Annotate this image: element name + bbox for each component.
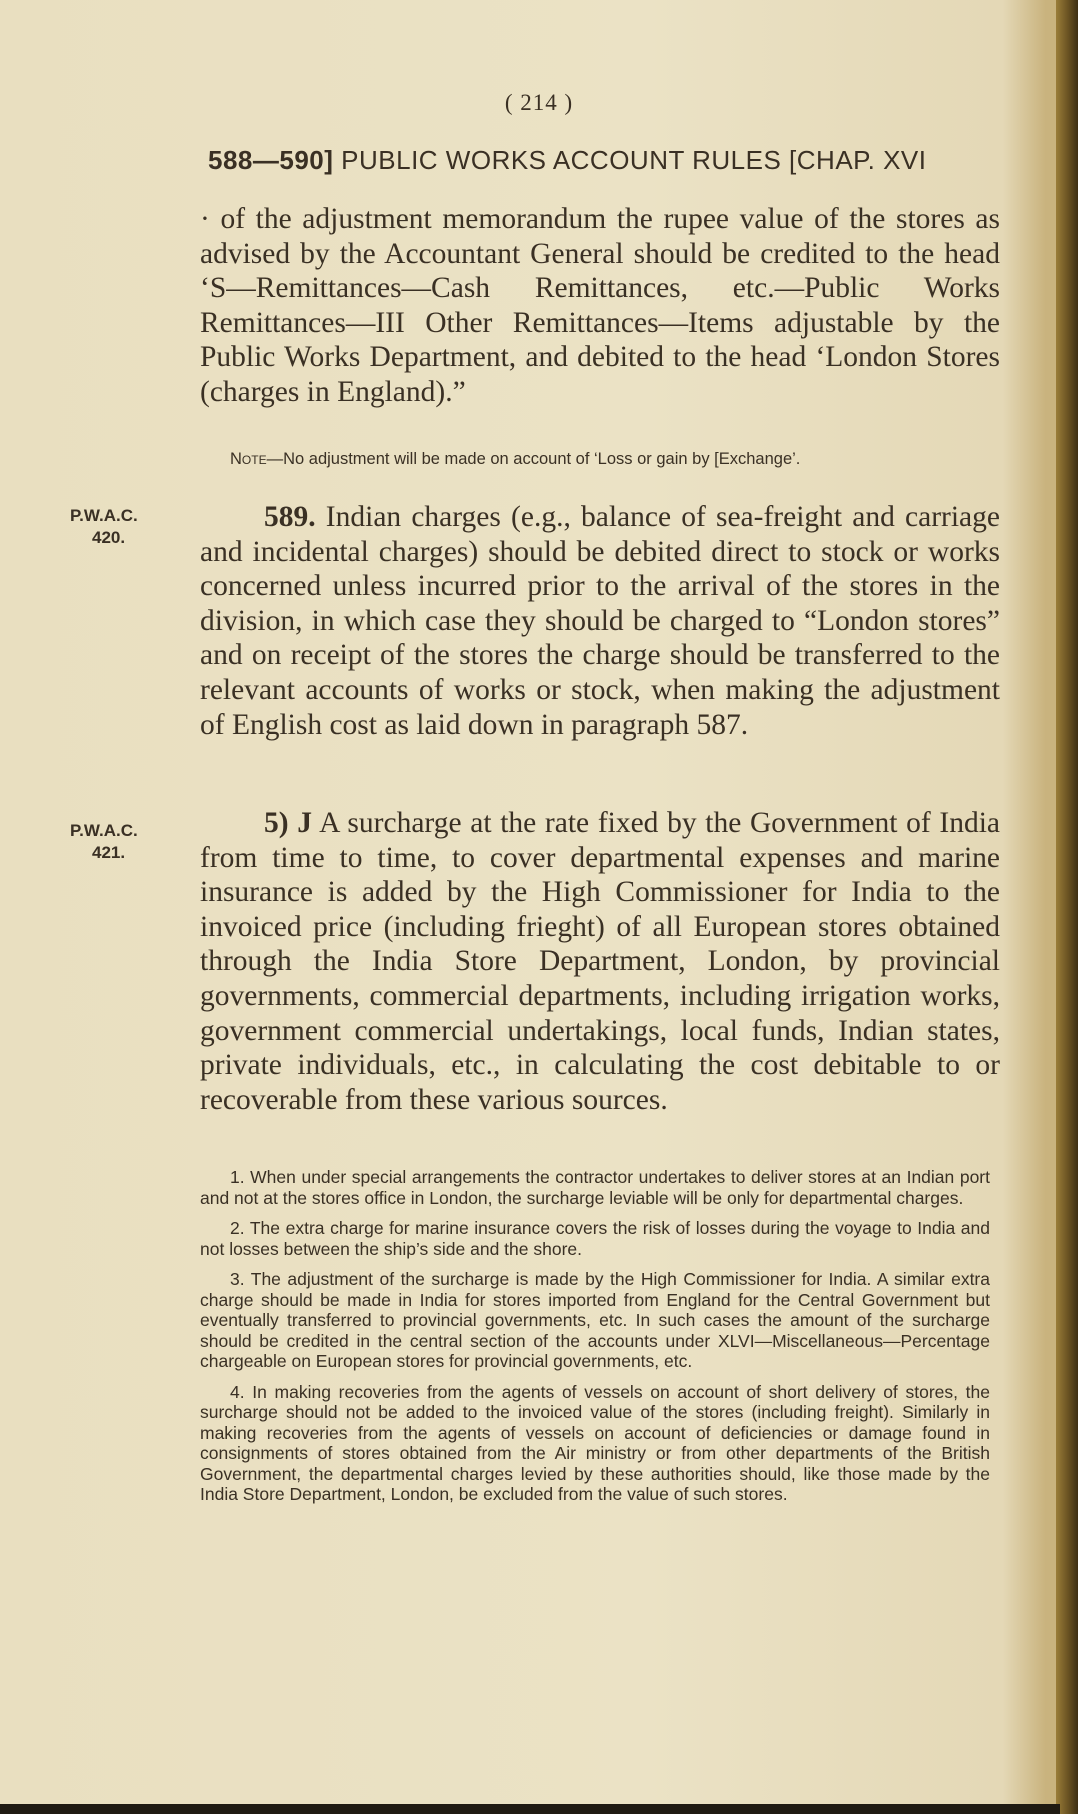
note-1: 1. When under special arrangements the contractor undertakes to deliver stores at an Indian port and not at the stores office in London, the surcharge leviable will be only for departmental charges.: [200, 1167, 990, 1208]
note-label: Note: [230, 450, 267, 468]
footnotes: [200, 1167, 990, 1515]
paragraph-text: Indian charges (e.g., balance of sea-freight and carriage and incidental charges) should be debited direct to stock or works concerned unless incurred prior to the arrival of the stores in the division, in which case they should be charged to “London stores” and on receipt of the stores the charge should be transferred to the relevant accounts of works or stock, when making the adjustment of English cost as laid down in paragraph 587.: [200, 501, 1000, 741]
running-head-title: PUBLIC WORKS ACCOUNT RULES [CHAP. XVI: [341, 145, 927, 175]
margin-reference-589: [70, 505, 170, 549]
paragraph-number: 589.: [264, 501, 316, 533]
margin-reference-590: [70, 820, 170, 864]
note-3: 3. The adjustment of the surcharge is made by the High Commissioner for India. A similar extra charge should be made in India for stores imported from England for the Central Government but eventually transferred to provincial governments, etc. In such cases the amount of the surcharge should be credited in the central section of the accounts under XLVI—Miscellaneous—Percentage chargeable on European stores for provincial governments, etc.: [200, 1269, 990, 1371]
continuation-paragraph: · of the adjustment memorandum the rupee value of the stores as advised by the Accountant General should be credited to the head ‘S—Remittances—Cash Remittances, etc.—Public Works Remittances—III Other Remittances—Items adjustable by the Public Works Department, and debited to the head ‘London Stores (charges in England).”: [200, 203, 1000, 408]
paragraph-589: [200, 500, 1000, 742]
margin-ref-line1: P.W.A.C.: [70, 821, 138, 840]
running-head-sections: 588—590]: [208, 145, 334, 175]
page-edge-shadow: [1056, 0, 1078, 1814]
running-head: [208, 145, 1008, 176]
margin-ref-line1: P.W.A.C.: [70, 506, 138, 525]
note-2: 2. The extra charge for marine insurance covers the risk of losses during the voyage to India and not losses between the ship’s side and the shore.: [200, 1218, 990, 1259]
note-text: —No adjustment will be made on account of ‘Loss or gain by [Exchange’.: [266, 450, 801, 468]
paragraph-text: A surcharge at the rate fixed by the Government of India from time to time, to cover departmental expenses and marine insurance is added by the High Commissioner for India to the invoiced price (including frieght) of all European stores obtained through the India Store Department, London, by provincial governments, commercial departments, including irrigation works, government commercial undertakings, local funds, Indian states, private individuals, etc., in calculating the cost debitable to or recoverable from these various sources.: [200, 807, 1001, 1116]
margin-ref-line2: 421.: [92, 843, 126, 862]
note-exchange: [200, 449, 990, 469]
page-number: ( 214 ): [504, 90, 574, 115]
margin-ref-line2: 420.: [92, 528, 126, 547]
note-4: 4. In making recoveries from the agents of vessels on account of short delivery of stores, the surcharge should not be added to the invoiced value of the stores (including freight). Similarly in making recoveries from the agents of vessels on account of deficiencies or damage found in consignments of stores obtained from the Air ministry or from other departments of the British Government, the departmental charges levied by these authorities should, like those made by the India Store Department, London, be excluded from the value of such stores.: [200, 1381, 990, 1504]
paragraph-590: [200, 806, 1000, 1117]
scan-bottom-border: [0, 1804, 1060, 1814]
paragraph-number: 5) J: [264, 807, 313, 839]
